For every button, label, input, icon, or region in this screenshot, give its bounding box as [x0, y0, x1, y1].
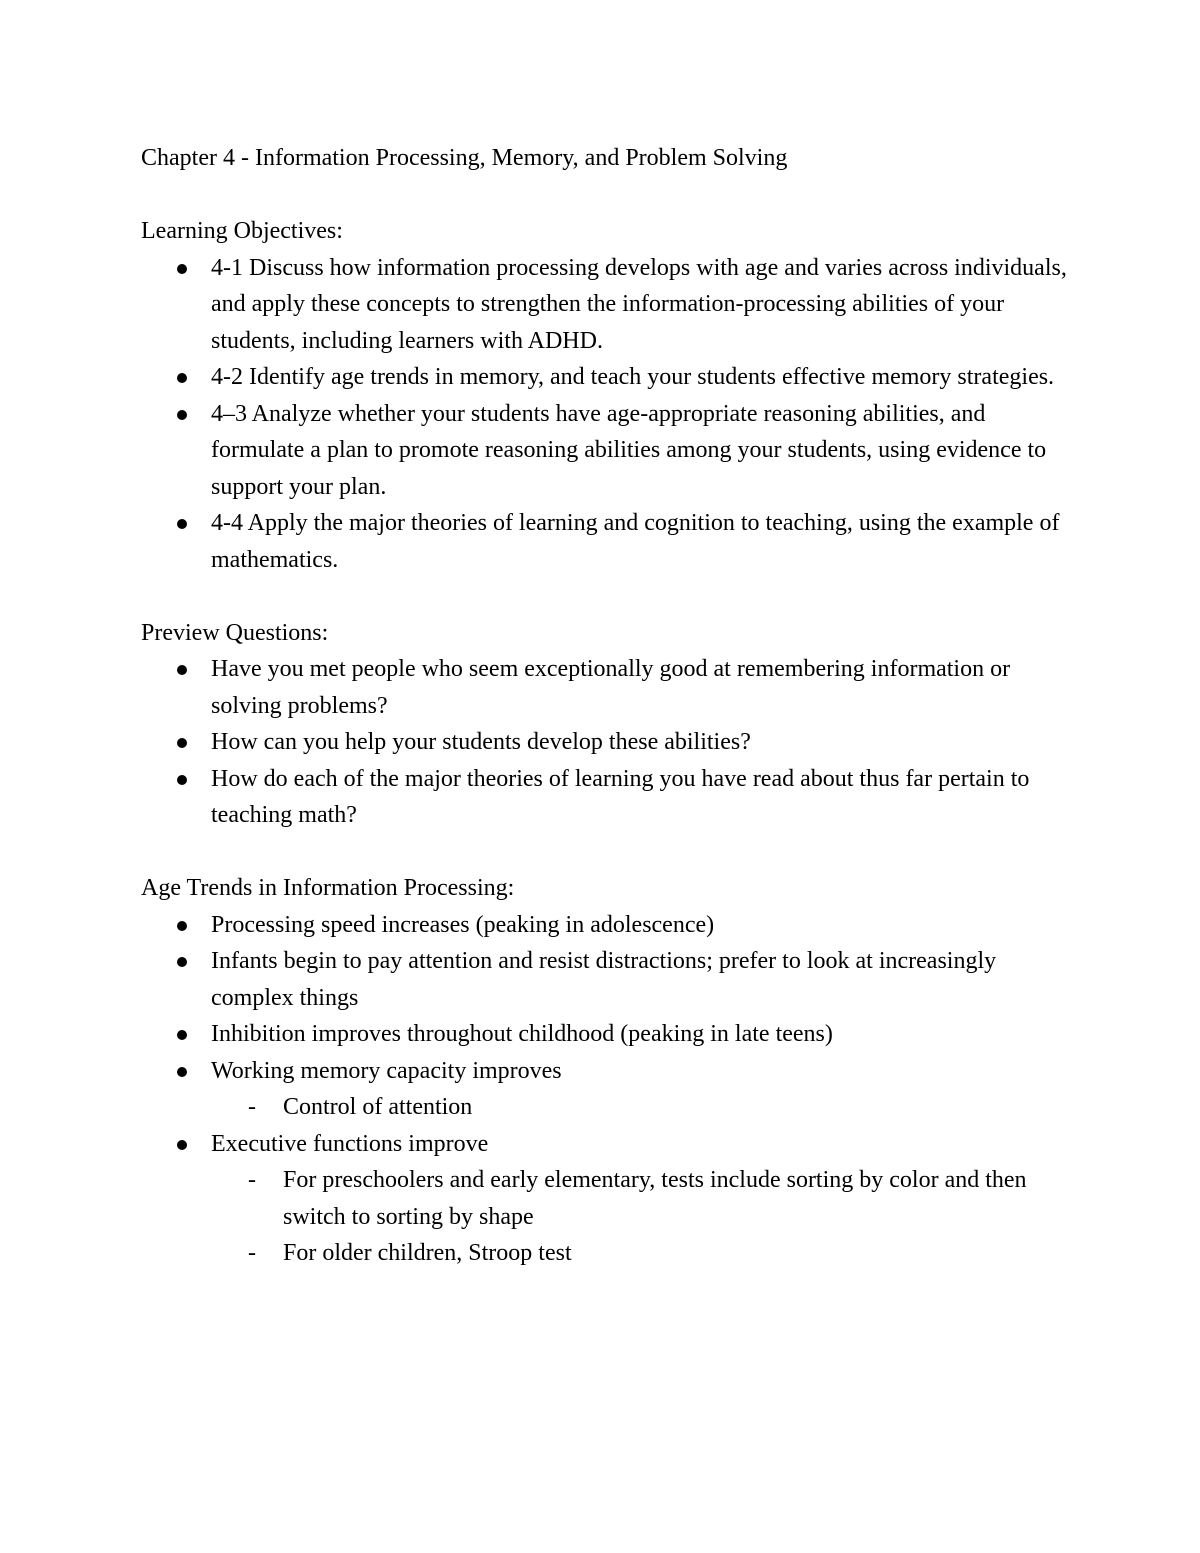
- age-trends-heading: Age Trends in Information Processing:: [141, 875, 515, 901]
- list-item: [211, 761, 1071, 834]
- bullet-icon: [177, 738, 187, 748]
- dash-marker: -: [248, 1094, 256, 1120]
- list-item-text: Processing speed increases (peaking in adolescence): [211, 911, 715, 938]
- list-item-text: 4-4 Apply the major theories of learning and cognition to teaching, using the example of mathematics.: [211, 510, 1060, 573]
- list-item-text: How do each of the major theories of learning you have read about thus far pertain to teaching math?: [211, 765, 1030, 828]
- sub-list-item-text: For preschoolers and early elementary, tests include sorting by color and then switch to sorting by shape: [283, 1167, 1027, 1230]
- sub-list-item: [248, 1162, 1071, 1235]
- page-title: Chapter 4 - Information Processing, Memory, and Problem Solving: [141, 145, 788, 171]
- bullet-icon: [177, 264, 187, 274]
- spacer: [141, 177, 1071, 214]
- list-item: [211, 396, 1071, 506]
- dash-marker: -: [248, 1167, 256, 1193]
- age-trends-list: [141, 907, 1071, 1272]
- list-item: [211, 359, 1071, 396]
- bullet-icon: [177, 1067, 187, 1077]
- list-item-text: 4-1 Discuss how information processing develops with age and varies across individuals, and apply these concepts to strengthen the information-processing abilities of your students, including learners with ADHD.: [211, 254, 1067, 354]
- list-item: [211, 1016, 1071, 1053]
- bullet-icon: [177, 1030, 187, 1040]
- sub-list: [211, 1089, 1071, 1126]
- bullet-icon: [177, 1140, 187, 1150]
- sub-list: [211, 1162, 1071, 1272]
- list-item-text: Have you met people who seem exceptionally good at remembering information or solving problems?: [211, 656, 1011, 719]
- list-item-text: Inhibition improves throughout childhood (peaking in late teens): [211, 1021, 833, 1047]
- list-item: [211, 943, 1071, 1016]
- spacer: [141, 578, 1071, 615]
- bullet-icon: [177, 410, 187, 420]
- preview-questions-heading: Preview Questions:: [141, 619, 329, 646]
- bullet-icon: [177, 519, 187, 529]
- list-item: [211, 907, 1071, 944]
- list-item: [211, 651, 1071, 724]
- spacer: [141, 834, 1071, 871]
- sub-list-item-text: Control of attention: [283, 1094, 473, 1120]
- list-item: [211, 1126, 1071, 1272]
- sub-list-item: [248, 1235, 1071, 1272]
- dash-marker: -: [248, 1240, 256, 1266]
- list-item-text: Infants begin to pay attention and resist distractions; prefer to look at increasingly complex things: [211, 948, 997, 1011]
- sub-list-item: [248, 1089, 1071, 1126]
- preview-questions-list: [141, 651, 1071, 834]
- document-page: [141, 140, 1071, 1272]
- bullet-icon: [177, 373, 187, 383]
- learning-objectives-heading: Learning Objectives:: [141, 218, 343, 244]
- list-item-text: 4–3 Analyze whether your students have age-appropriate reasoning abilities, and formulate a plan to promote reasoning abilities among your students, using evidence to support your plan.: [211, 400, 1047, 500]
- bullet-icon: [177, 775, 187, 785]
- list-item-text: How can you help your students develop these abilities?: [211, 729, 751, 755]
- list-item: [211, 505, 1071, 578]
- sub-list-item-text: For older children, Stroop test: [283, 1240, 572, 1266]
- list-item-text: Executive functions improve: [211, 1130, 489, 1157]
- list-item: [211, 724, 1071, 761]
- list-item-text: 4-2 Identify age trends in memory, and teach your students effective memory strategies.: [211, 364, 1055, 390]
- list-item-text: Working memory capacity improves: [211, 1057, 562, 1084]
- bullet-icon: [177, 921, 187, 931]
- bullet-icon: [177, 665, 187, 675]
- bullet-icon: [177, 957, 187, 967]
- list-item: [211, 1053, 1071, 1126]
- learning-objectives-list: [141, 250, 1071, 579]
- list-item: [211, 250, 1071, 360]
